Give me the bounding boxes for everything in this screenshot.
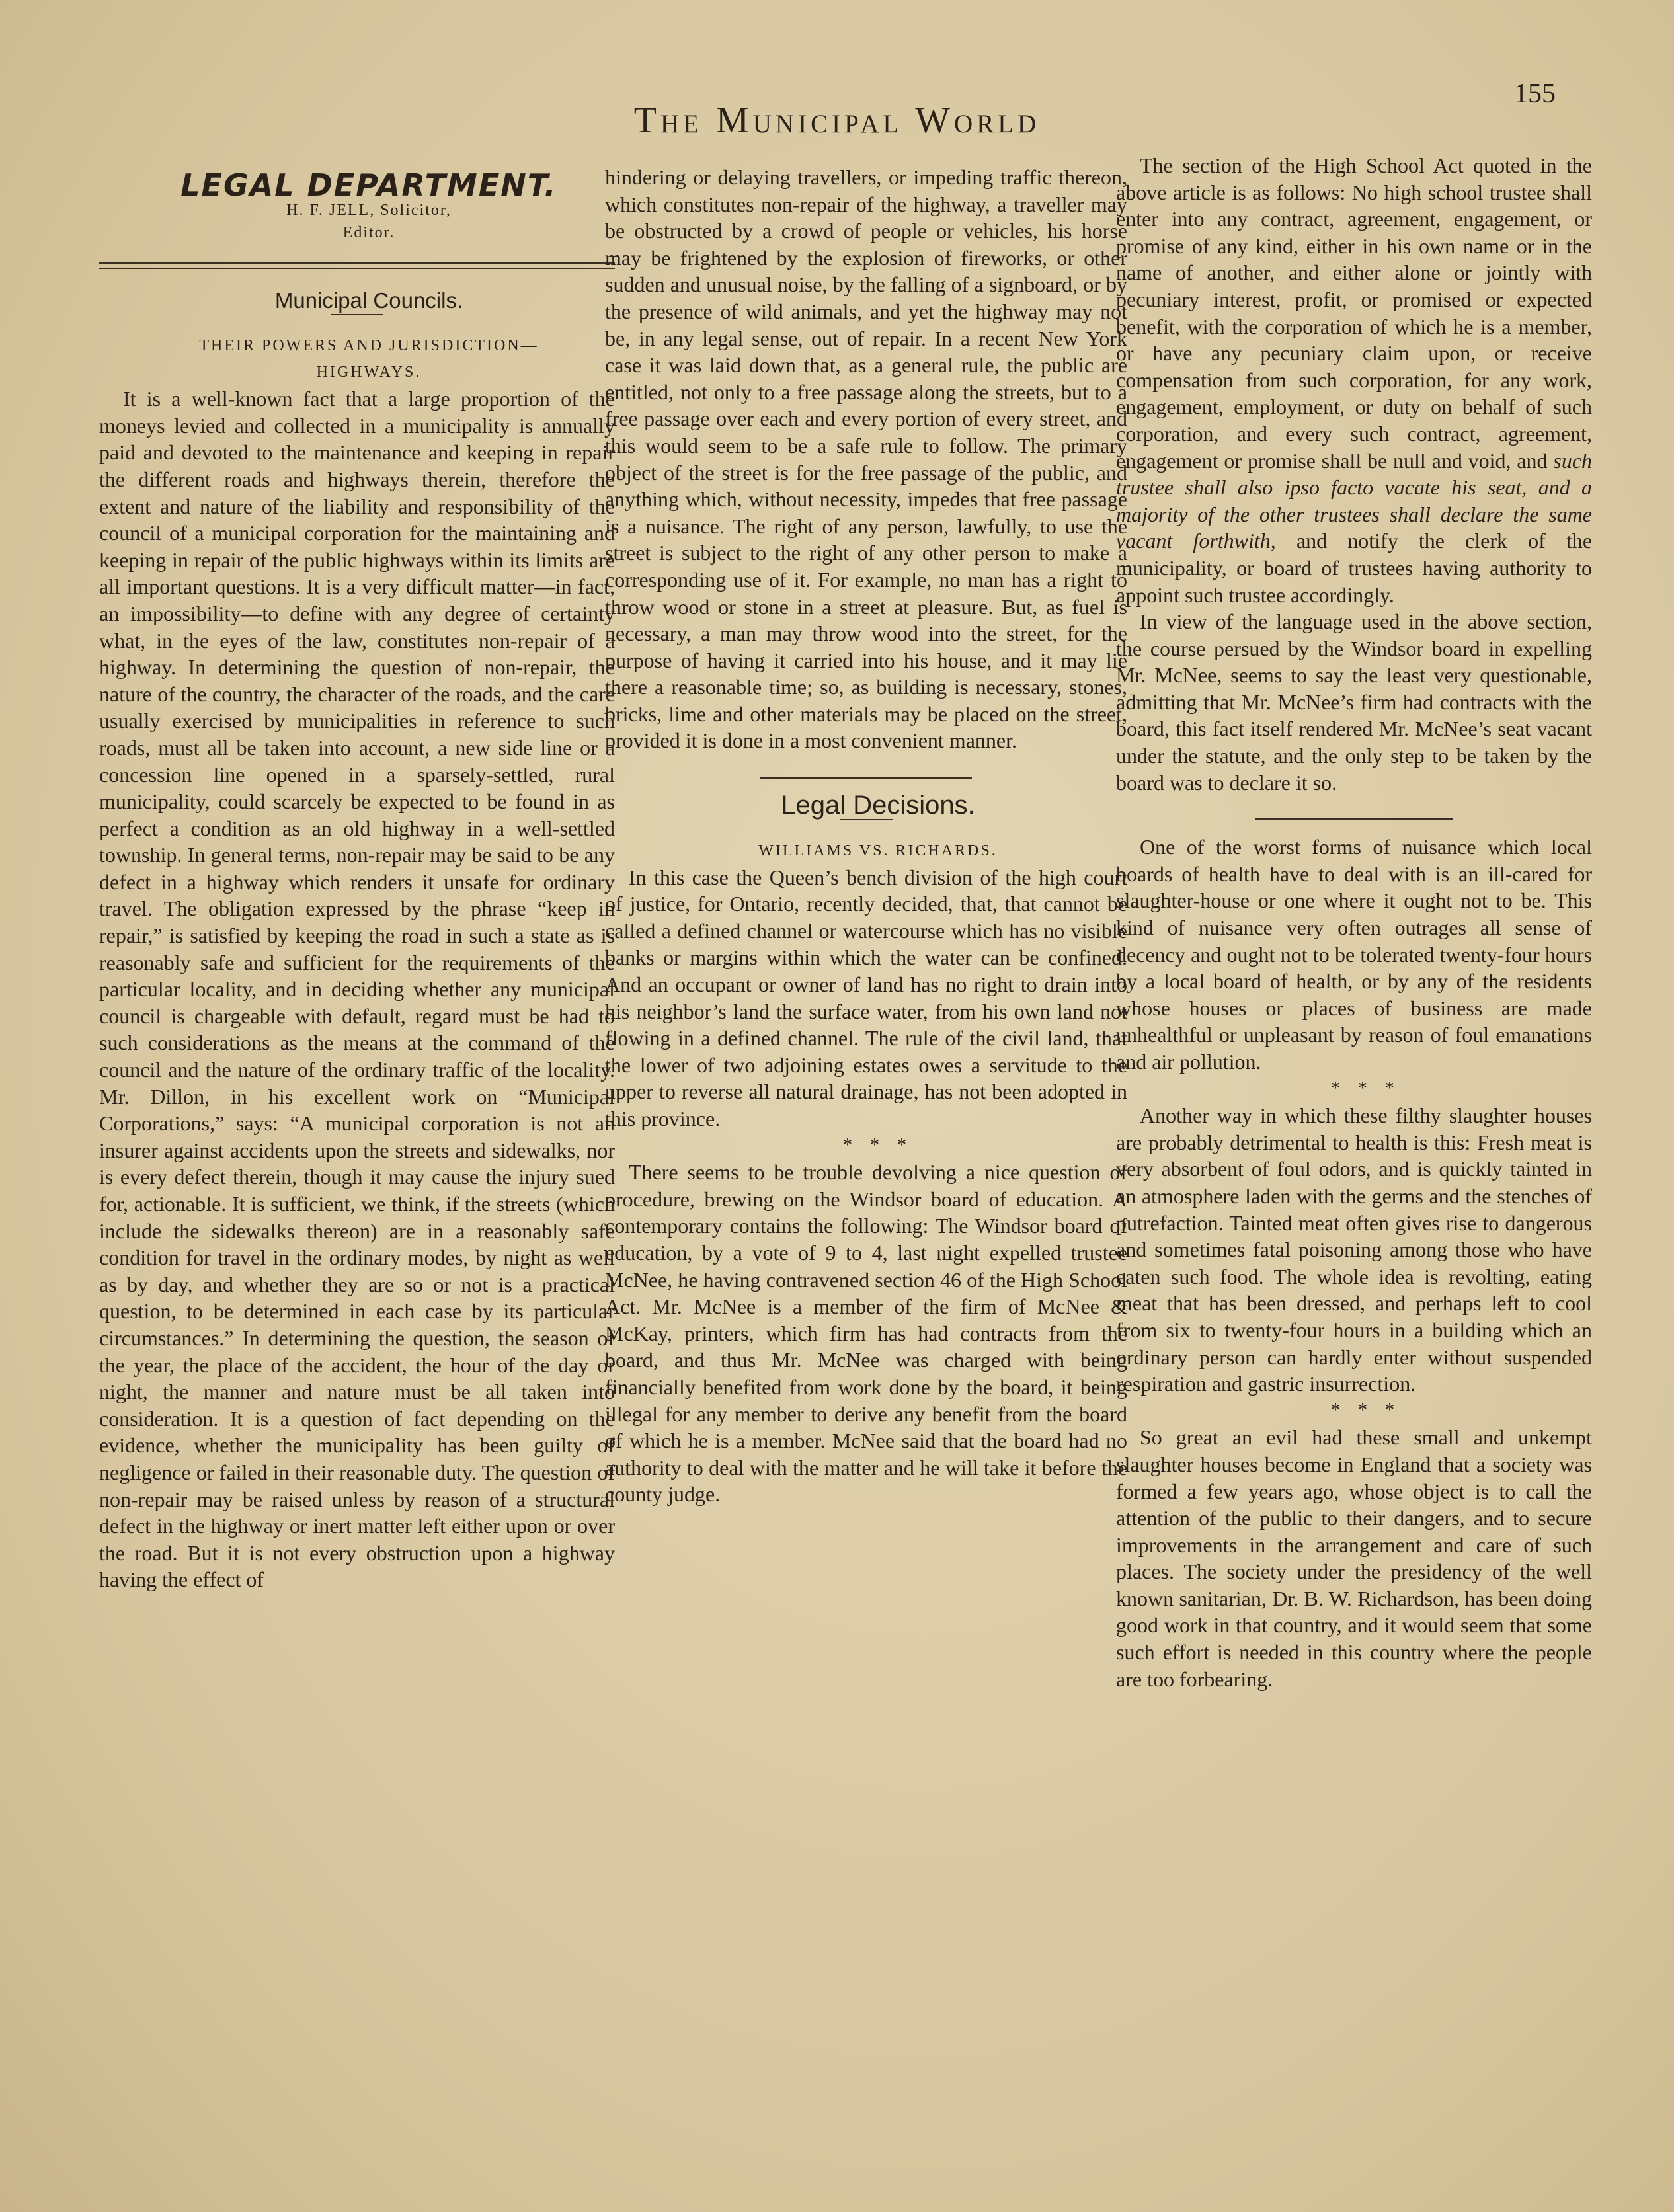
section-heading: Municipal Councils.: [274, 288, 463, 313]
slaughter-paragraph: Another way in which these filthy slaughter houses are probably detrimental to health is this: Fresh meat is very absorbent of foul odors, and is quickly tainted in an atmosphere laden with the germs and the stenches of putrefaction. Tainted meat often gives rise to dangerous and sometimes fatal poisoning among those who have eaten such food. The whole idea is revolting, eating meat that has been dressed, and perhaps left to cool from six to twenty-four hours in a building which an ordinary person can hardly enter without suspended respiration and gastric insurrection.: [1116, 1103, 1592, 1396]
act-text-a: The section of the High School Act quoted in the above article is as follows: No high school trustee shall enter into any contract, agreement, engagement, or promise of any kind, either in his own name or in the name of another, and either alone or jointly with pecuniary interest, profit, or promised or expected benefit, with the corporation of which he is a member, or have any pecuniary claim upon, or receive compensation from such corporation, for any work, engagement, employment, or duty on behalf of such corporation, and every such contract, agreement, engagement or promise shall be null and void, and: [1116, 153, 1592, 473]
asterism: * * *: [1331, 1078, 1401, 1099]
high-school-act-paragraph: [1116, 152, 1592, 608]
act-text-italic: such trustee shall also ipso facto vacate his seat, and a majority of the other trustees shall declare the same vacant forthwith,: [1116, 448, 1593, 553]
article-subhead-line-1: THEIR POWERS AND JURISDICTION—: [199, 337, 539, 355]
editor-line: H. F. JELL, Solicitor,: [286, 201, 452, 219]
department-title: LEGAL DEPARTMENT.: [180, 167, 557, 203]
windsor-paragraph: There seems to be trouble devolving a nice question of procedure, brewing on the Windsor board of education. A contemporary contains the following: The Windsor board of education, by a vote of 9 to 4, last night expelled trustee McNee, he having contravened section 46 of the High School Act. Mr. McNee is a member of the firm of McNee & McKay, printers, which firm has had contracts from the board, and thus Mr. McNee was charged with being financially benefited from work done by the board, it being illegal for any member to derive any benefit from the board of which he is a member. McNee said that the board had no authority to deal with the matter and he will take it before the county judge.: [605, 1160, 1127, 1507]
column-1: [99, 167, 615, 1593]
short-rule: [331, 314, 383, 315]
case-title: WILLIAMS VS. RICHARDS.: [758, 842, 998, 859]
view-paragraph: In view of the language used in the above section, the course persued by the Windsor board in expelling Mr. McNee, seems to say the least very questionable, admitting that Mr. McNee’s firm had contracts with the board, this fact itself rendered Mr. McNee’s seat vacant under the statute, and the only step to be taken by the board was to declare it so.: [1116, 610, 1592, 795]
column-2: [605, 164, 1127, 1508]
article-paragraph: It is a well-known fact that a large proportion of the moneys levied and collected in a municipality is annually paid and devoted to the maintenance and keeping in repair the different roads and highways therein, therefore the extent and nature of the liability and responsibility of the council of a municipal corporation for the maintaining and keeping in repair of the public highways within its limits are all important questions. It is a very difficult matter—in fact, an impossibility—to define with any degree of certainty what, in the eyes of the law, constitutes non-repair of a highway. In determining the question of non-repair, the nature of the country, the character of the roads, and the care usually exercised by municipalities in reference to such roads, must all be taken into account, a new side line or a concession line opened in a sparsely-settled, rural municipality, could scarcely be expected to be found in as perfect a condition as an old highway in a well-settled township. In general terms, non-repair may be said to be any defect in a highway which renders it unsafe for ordinary travel. The obligation expressed by the phrase “keep in repair,” is satisfied by keeping the road in such a state as is reasonably safe and sufficient for the requirements of the particular locality, and in deciding whether any municipal council is chargeable with default, regard must be had to such considerations as the means at the command of the council and the nature of the ordinary traffic of the locality. Mr. Dillon, in his excellent work on “Municipal Corporations,” says: “A municipal corporation is not an insurer against accidents upon the streets and sidewalks, nor is every defect therein, though it may cause the injury sued for, actionable. It is sufficient, we think, if the streets (which include the sidewalks thereon) are in a reasonably safe condition for travel in the ordinary modes, by night as well as by day, and whether they are so or not is a practical question, to be determined in each case by its particular circumstances.” In determining the question, the season of the year, the place of the accident, the hour of the day or night, the manner and nature must be all taken into consideration. It is a question of fact depending on the evidence, whether the municipality has been guilty of negligence or failed in their reasonable duty. The question of non-repair may be raised unless by reason of a structural defect in the highway or inert matter left either upon or over the road. But it is not every obstruction upon a highway having the effect of: [99, 387, 615, 1592]
page-number: 155: [1514, 79, 1556, 109]
section-rule: [1255, 818, 1453, 820]
article-subhead-line-2: HIGHWAYS.: [316, 364, 422, 381]
act-text-b: and notify the clerk of the municipality, or board of trustees having authority to appoint such trustee accordingly.: [1116, 529, 1593, 607]
column-3: [1116, 152, 1592, 1692]
society-paragraph: So great an evil had these small and unkempt slaughter houses become in England that a society was formed a few years ago, whose object is to call the attention of the public to their dangers, and to secure improvements in the arrangement and care of such places. The society under the presidency of the well known sanitarian, Dr. B. W. Richardson, has been doing good work in that country, and it would seem that some such effort is needed in this country where the people are too forbearing.: [1116, 1425, 1592, 1691]
legal-decisions-heading: Legal Decisions.: [781, 791, 975, 820]
case-paragraph: In this case the Queen’s bench division of the high court of justice, for Ontario, recently decided, that, that cannot be called a defined channel or watercourse which has no visible banks or margins within which the water can be confined. And an occupant or owner of land has no right to drain into his neighbor’s land the surface water, from his own land not flowing in a defined channel. The rule of the civil land, that the lower of two adjoining estates owes a servitude to the upper to reverse all natural drainage, has not been adopted in this province.: [605, 865, 1127, 1130]
asterism: * * *: [1331, 1400, 1401, 1421]
masthead: The Municipal World: [633, 100, 1041, 141]
nuisance-paragraph: One of the worst forms of nuisance which local boards of health have to deal with is an ill-cared for slaughter-house or one where it ought not to be. This kind of nuisance very often outrages all sense of decency and ought not to be tolerated twenty-four hours by a local board of health, or by any of the residents whose houses or places of business are made unhealthful or unpleasant by reason of foul emanations and air pollution.: [1116, 835, 1592, 1074]
asterism: * * *: [843, 1134, 913, 1156]
editor-role: Editor.: [342, 223, 395, 241]
section-rule: [760, 777, 972, 779]
double-rule: [99, 262, 615, 269]
article-paragraph-continued: hindering or delaying travellers, or impeding traffic thereon, which constitutes non-repair of the highway, a traveller may be obstructed by a crowd of people or vehicles, his horse may be frightened by the explosion of fireworks, or other sudden and unusual noise, by the falling of a signboard, or by the presence of wild animals, and yet the highway may not be, in any legal sense, out of repair. In a recent New York case it was laid down that, as a general rule, the public are entitled, not only to a free passage along the streets, but to a free passage over each and every portion of every street, and this would seem to be a safe rule to follow. The primary object of the street is for the free passage of the public, and anything which, without necessity, impedes that free passage is a nuisance. The right of any person, lawfully, to use the street is subject to the right of any other person to make a corresponding use of it. For example, no man has a right to throw wood or stone in a street at pleasure. But, as fuel is necessary, a man may throw wood into the street, for the purpose of having it carried into his house, and it may lie there a reasonable time; so, as building is necessary, stones, bricks, lime and other materials may be placed on the street, provided it is done in a most convenient manner.: [605, 165, 1127, 753]
